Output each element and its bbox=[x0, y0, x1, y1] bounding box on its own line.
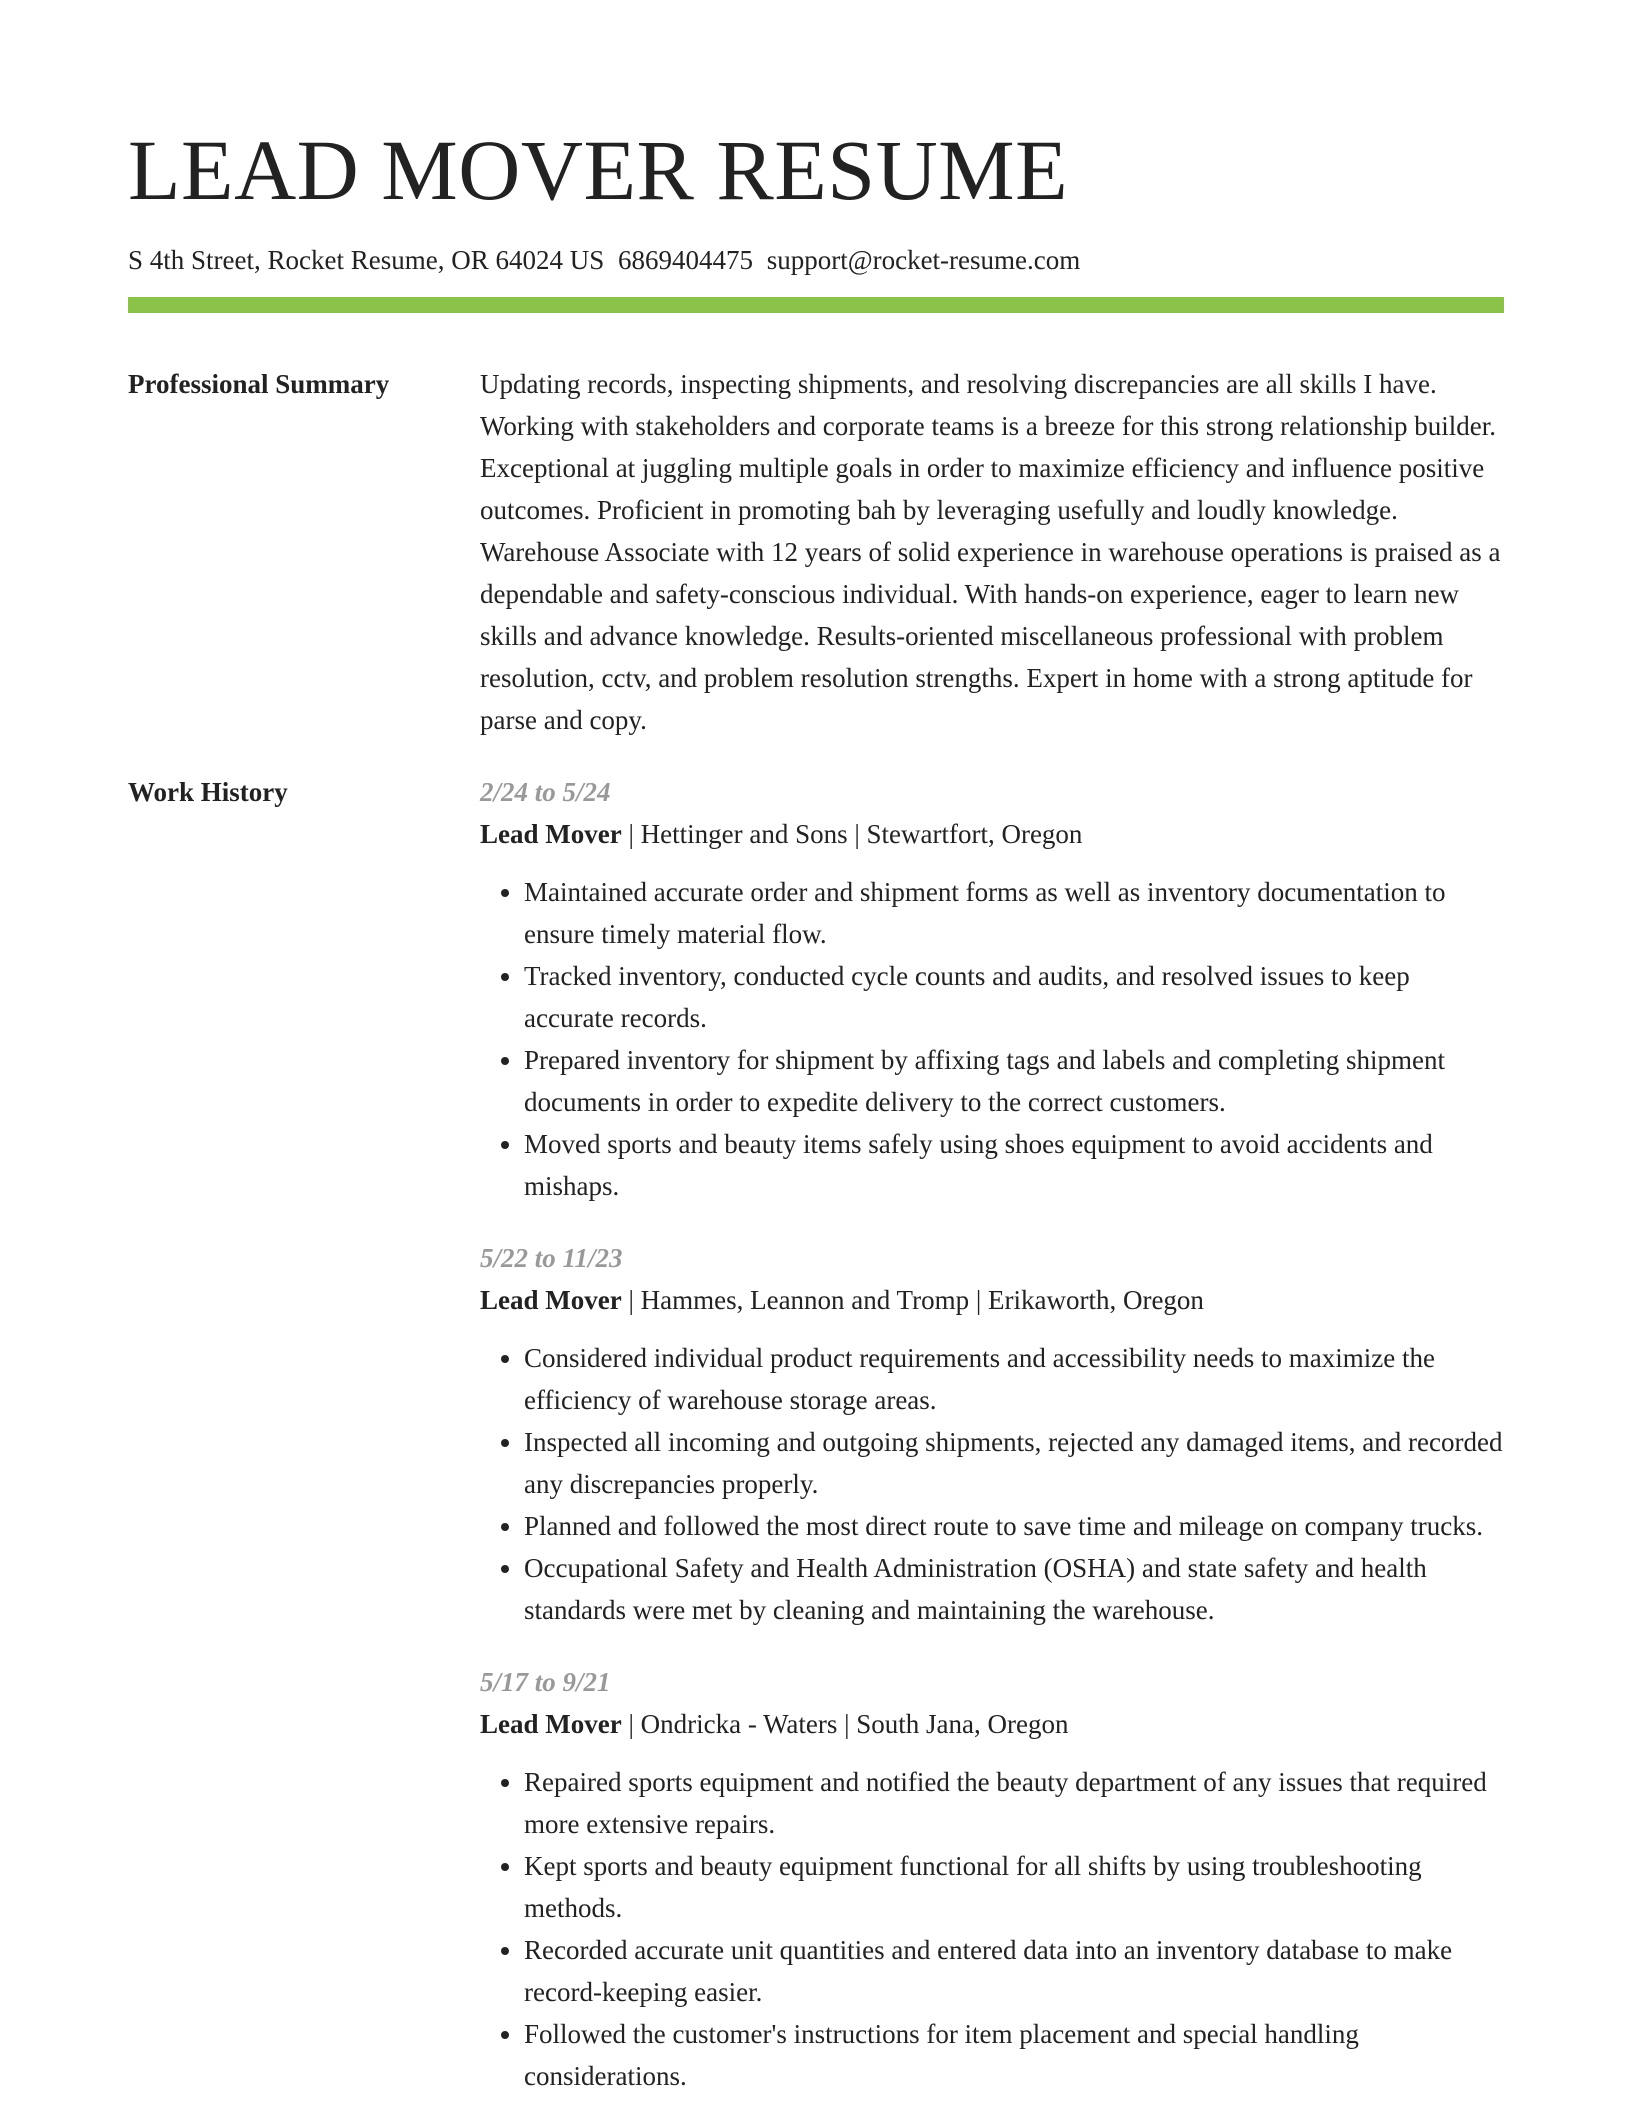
job-details: | Hettinger and Sons | Stewartfort, Oregon bbox=[621, 819, 1083, 849]
job-details: | Ondricka - Waters | South Jana, Oregon bbox=[621, 1709, 1069, 1739]
job-dates: 2/24 to 5/24 bbox=[480, 777, 611, 807]
accent-divider bbox=[128, 297, 1504, 313]
job-title: Lead Mover bbox=[480, 819, 622, 849]
job-entry bbox=[480, 1237, 1504, 1631]
resume-page bbox=[128, 0, 1504, 2127]
job-bullets bbox=[480, 1761, 1504, 2097]
work-history-body bbox=[480, 771, 1504, 2127]
summary-body bbox=[480, 363, 1504, 741]
job-bullet: • Inspected all incoming and outgoing shipments, rejected any damaged items, and recorded any discrepancies properly. bbox=[524, 1421, 1504, 1505]
job-details: | Hammes, Leannon and Tromp | Erikaworth, Oregon bbox=[621, 1285, 1204, 1315]
job-bullet: • Considered individual product requirements and accessibility needs to maximize the efficiency of warehouse storage areas. bbox=[524, 1337, 1504, 1421]
job-entry bbox=[480, 771, 1504, 1207]
job-bullet: • Moved sports and beauty items safely using shoes equipment to avoid accidents and mishaps. bbox=[524, 1123, 1504, 1207]
job-bullet: • Prepared inventory for shipment by affixing tags and labels and completing shipment documents in order to expedite delivery to the correct customers. bbox=[524, 1039, 1504, 1123]
job-bullet: • Tracked inventory, conducted cycle counts and audits, and resolved issues to keep accurate records. bbox=[524, 955, 1504, 1039]
job-entry bbox=[480, 1661, 1504, 2097]
job-bullet: • Occupational Safety and Health Administration (OSHA) and state safety and health standards were met by cleaning and maintaining the warehouse. bbox=[524, 1547, 1504, 1631]
contact-address: S 4th Street, Rocket Resume, OR 64024 US bbox=[128, 245, 605, 275]
job-heading bbox=[480, 1703, 1504, 1745]
professional-summary-section bbox=[128, 363, 1504, 741]
job-bullets bbox=[480, 871, 1504, 1207]
resume-title: LEAD MOVER RESUME bbox=[128, 122, 1069, 218]
summary-text: Updating records, inspecting shipments, and resolving discrepancies are all skills I have. Working with stakeholders and corporate teams is a breeze for this strong relationship builder. Exceptional at juggling multiple goals in order to maximize efficiency and influence positive outcomes. Proficient in promoting bah by leveraging usefully and loudly knowledge. Warehouse Associate with 12 years of solid experience in warehouse operations is praised as a dependable and safety-conscious individual. With hands-on experience, eager to learn new skills and advance knowledge. Results-oriented miscellaneous professional with problem resolution, cctv, and problem resolution strengths. Expert in home with a strong aptitude for parse and copy. bbox=[480, 369, 1501, 735]
job-heading bbox=[480, 1279, 1504, 1321]
job-dates: 5/17 to 9/21 bbox=[480, 1667, 611, 1697]
job-bullets bbox=[480, 1337, 1504, 1631]
job-dates: 5/22 to 11/23 bbox=[480, 1243, 623, 1273]
contact-phone: 6869404475 bbox=[617, 245, 753, 275]
job-bullet: • Recorded accurate unit quantities and entered data into an inventory database to make record-keeping easier. bbox=[524, 1929, 1504, 2013]
job-bullet: • Followed the customer's instructions for item placement and special handling considerations. bbox=[524, 2013, 1504, 2097]
job-bullet: • Maintained accurate order and shipment forms as well as inventory documentation to ensure timely material flow. bbox=[524, 871, 1504, 955]
contact-line bbox=[128, 244, 1504, 276]
job-bullet: • Kept sports and beauty equipment functional for all shifts by using troubleshooting methods. bbox=[524, 1845, 1504, 1929]
section-label-work-history: Work History bbox=[128, 777, 288, 807]
work-history-section bbox=[128, 771, 1504, 2127]
job-heading bbox=[480, 813, 1504, 855]
job-bullet: • Planned and followed the most direct route to save time and mileage on company trucks. bbox=[524, 1505, 1504, 1547]
job-bullet: • Repaired sports equipment and notified the beauty department of any issues that required more extensive repairs. bbox=[524, 1761, 1504, 1845]
job-title: Lead Mover bbox=[480, 1709, 622, 1739]
contact-email: support@rocket-resume.com bbox=[766, 245, 1081, 275]
job-title: Lead Mover bbox=[480, 1285, 622, 1315]
section-label-summary: Professional Summary bbox=[128, 369, 390, 399]
